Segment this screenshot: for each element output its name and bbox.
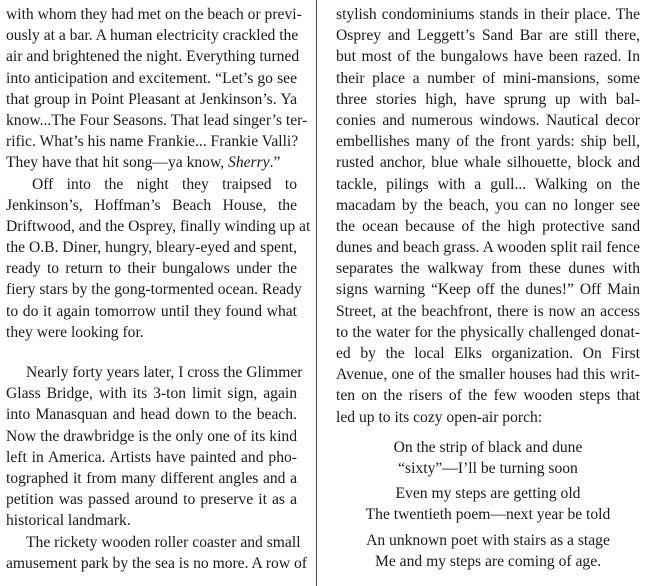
text-line: left in America. Artists have painted and pho- [6,448,297,466]
text-line: ously at a bar. A human electricity crackled the [6,27,299,45]
text-line: historical landmark. [6,512,131,530]
poem [336,437,640,572]
text-line: dunes and beach grass. A wooden split rail fence [336,239,640,257]
text-line: led up to its cozy open-air porch: [336,408,543,426]
text-line: ed by the local Elks organization. On First [336,345,640,362]
paragraph-1 [6,4,308,174]
column-divider [316,0,317,586]
left-column [6,4,311,574]
text-line: conies and numerous windows. Nautical decor [336,111,640,129]
text-line-italic-title: They have that hit song—ya know, Sherry.” [6,154,281,172]
text-line-indented: Off into the night they traipsed to [32,175,297,193]
text-line: embellishes many of the front yards: ship bell, [336,133,640,151]
text-line: the ocean because of the high protective sand [336,217,640,235]
text-line: they were looking for. [6,323,144,341]
text-line: tackle, pilings with a gull... Walking on the [336,175,640,193]
text-line: into Manasquan and head down to the beach. [6,406,297,424]
text-line: petition was passed around to preserve it as a [6,491,297,509]
text-line: know...The Four Seasons. That lead singer’s ter- [6,111,308,129]
paragraph-2 [6,174,311,344]
text-line: to the water for the physically challenged donat- [336,323,640,341]
text-line: that group in Point Pleasant at Jenkinson’s. Ya [6,90,297,108]
right-column [336,4,640,572]
poem-line: Me and my steps are coming of age. [374,552,602,570]
paragraph-5 [336,4,640,428]
text-line: into anticipation and excitement. “Let’s go see [6,69,297,87]
text-line: ready to return to their bungalows under the [6,260,297,278]
text-line: separates the walkway from these dunes with [336,260,640,278]
text-line: Now the drawbridge is the only one of its kind [6,427,297,445]
text-line: the O.B. Diner, hungry, bleary-eyed and spent, [6,239,297,257]
text-line: Driftwood, and the Osprey, finally winding up at [6,217,311,235]
text-line: rific. What’s his name Frankie... Frankie Valli? [6,133,299,151]
poem-stanza-2 [336,483,640,525]
text-line: macadam by the beach, you can no longer see [336,196,640,214]
paragraph-4 [6,532,307,574]
text-line: fiery stars by the gong-tormented ocean. Ready [6,281,302,299]
text-line: Street, at the beachfront, there is now an access [336,302,640,320]
text-line: tographed it from many different angles and a [6,469,297,487]
poem-line: Even my steps are getting old [395,485,581,503]
text-line: ten on the risers of the few wooden steps that [336,387,640,405]
text-line: amusement park by the sea is no more. A row of [6,554,307,572]
poem-stanza-1 [336,437,640,479]
paragraph-3 [6,362,303,532]
poem-stanza-3 [336,530,640,572]
poem-line: On the strip of black and dune [393,438,583,456]
poem-line: An unknown poet with stairs as a stage [366,531,610,549]
paragraph-gap [6,343,297,362]
text-line: air and brightened the night. Everything turned [6,48,300,66]
text-line: to do it again tomorrow until they found what [6,302,297,320]
text-line: signs warning “Keep off the dunes!” Off Main [336,281,640,299]
text-line: stylish condominiums stands in their place. The [336,6,640,23]
text-line: Glass Bridge, with its 3-ton limit sign, again [6,385,297,403]
text-line: rusted anchor, blue whale silhouette, block and [336,154,640,172]
poem-line: The twentieth poem—next year be told [365,506,611,524]
text-line: their place a number of mini-mansions, some [336,69,640,87]
text-line: Jenkinson’s, Hoffman’s Beach House, the [6,196,297,214]
text-line: Osprey and Leggett’s Sand Bar are still there, [336,27,640,45]
text-line: three stories high, have sprung up with bal- [336,90,640,108]
poem-line: “sixty”—I’ll be turning soon [398,459,578,477]
text-line-indented: The rickety wooden roller coaster and small [26,533,301,551]
text-line: with whom they had met on the beach or previ- [6,6,302,23]
song-title: Sherry [228,154,270,172]
text-line: Avenue, one of the smaller houses had this writ- [336,366,640,384]
text-line: but most of the bungalows have been razed. In [336,48,640,66]
text-line-indented: Nearly forty years later, I cross the Glimmer [26,364,303,381]
